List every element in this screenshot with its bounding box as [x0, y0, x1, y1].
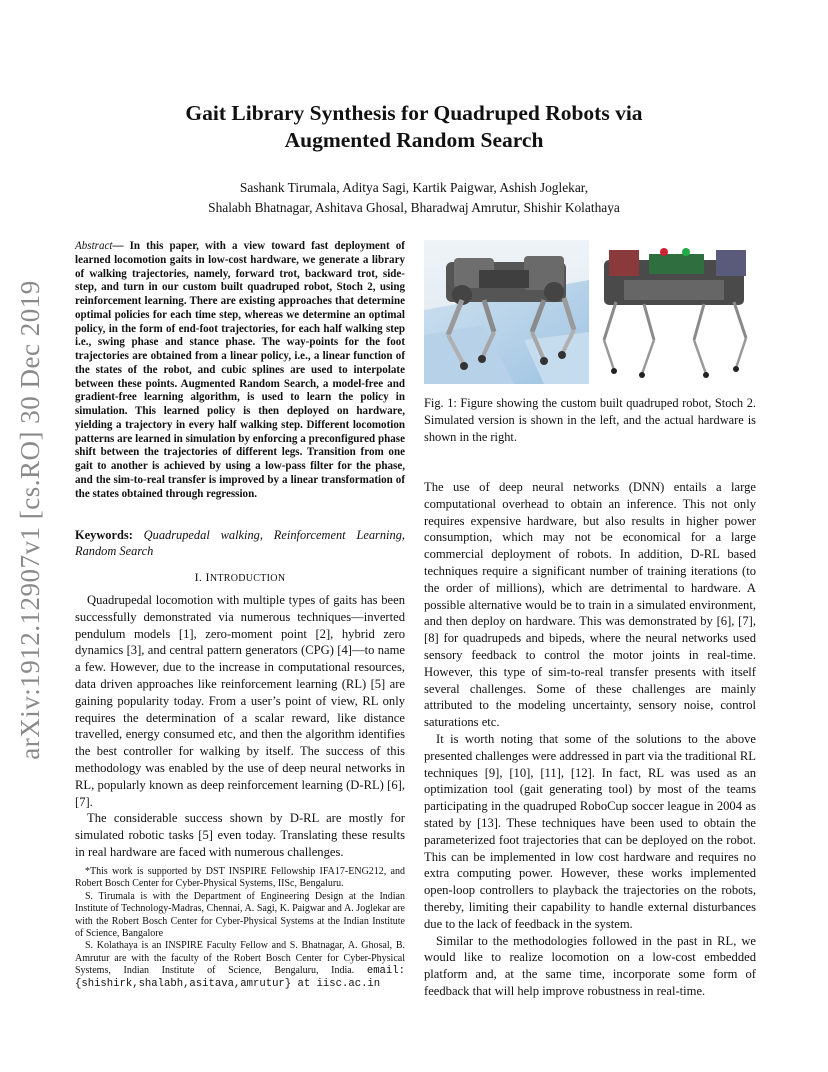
- title-line-1: Gait Library Synthesis for Quadruped Robots via: [185, 101, 643, 125]
- left-column-body: [75, 592, 405, 861]
- footnote-affiliation-2: [75, 940, 405, 990]
- figure-robot-images: [424, 240, 756, 384]
- abstract: [75, 240, 405, 501]
- paragraph: The considerable success shown by D-RL are mostly for simulated robotic tasks [5] even today. Translating these results in real hardware are faced with numerous challenges.: [75, 811, 405, 859]
- arxiv-identifier: arXiv:1912.12907v1 [cs.RO] 30 Dec 2019: [15, 280, 45, 760]
- figure-caption: Fig. 1: Figure showing the custom built quadruped robot, Stoch 2. Simulated version is shown in the left, and the actual hardware is shown in the right.: [424, 396, 756, 444]
- paragraph: Quadrupedal locomotion with multiple types of gaits has been successfully demonstrated via numerous techniques—inverted pendulum models [1], zero-moment point [2], hybrid zero dynamics [3], and central pattern generators (CPG) [4]—to name a few. However, due to the increase in computational resources, data driven approaches like reinforcement learning (RL) [5] are gaining popularity today. From a user’s point of view, RL only requires the determination of a scalar reward, like distance travelled, energy consumed etc, and then the algorithm identifies the best controller for walking by itself. The success of this methodology was enabled by the use of deep neural networks in RL, popularly known as deep reinforcement learning (D-RL) [6], [7].: [75, 593, 405, 809]
- footnote-funding: *This work is supported by DST INSPIRE Fellowship IFA17-ENG212, and Robert Bosch Center for Cyber-Physical Systems, IISc, Bengaluru.: [75, 866, 405, 890]
- simulated-robot-image: [424, 240, 589, 384]
- authors-line-2: Shalabh Bhatnagar, Ashitava Ghosal, Bharadwaj Amrutur, Shishir Kolathaya: [208, 200, 620, 215]
- abstract-text: — In this paper, with a view toward fast deployment of learned locomotion gaits in low-cost hardware, we generate a library of walking trajectories, namely, forward trot, backward trot, side-step, and turn in our custom built quadruped robot, Stoch 2, using reinforcement learning. There are existing approaches that determine optimal policies for each time step, whereas we determine an optimal policy, in the form of end-foot trajectories, for each half walking step i.e., swing phase and stance phase. The way-points for the foot trajectories are obtained from a linear policy, i.e., a linear function of the states of the robot, and cubic splines are used to interpolate between these points. Augmented Random Search, a model-free and gradient-free learning algorithm, is used to learn the policy in simulation. This learned policy is then deployed on hardware, yielding a trajectory in every half walking step. Different locomotion patterns are learned in simulation by enforcing a preconfigured phase shift between the trajectories of different legs. Transition from one gait to another is achieved by using a low-pass filter for the phase, and the sim-to-real transfer is improved by a linear transformation of the states obtained through regression.: [75, 240, 405, 500]
- footnotes: [75, 866, 405, 990]
- paragraph: Similar to the methodologies followed in the past in RL, we would like to realize locomotion on a low-cost embedded platform and, at the same time, incorporate some form of feedback that will help improve robustness in real-time.: [424, 933, 756, 998]
- section-heading-introduction: [75, 570, 405, 585]
- author-list: [0, 178, 828, 218]
- footnote-email: email: {shishirk,shalabh,asitava,amrutur} at iisc.ac.in: [75, 965, 405, 990]
- paragraph: It is worth noting that some of the solutions to the above presented challenges were addressed in part via the traditional RL techniques [9], [10], [11], [12]. In fact, RL was used as an optimization tool (gait generating tool) by most of the teams participating in the quadruped RoboCup soccer league in 2004 as stated by [13]. These techniques have been used to obtain the parameterized foot trajectories that can be deployed on the robot. This can be implemented in low cost hardware and requires no extra computing power. However, these works implemented open-loop controllers to playback the trajectories on the robots, thereby, limiting their capability to handle external disturbances due to the lack of feedback in the system.: [424, 731, 756, 931]
- footnote-affiliation-2-text: S. Kolathaya is an INSPIRE Faculty Fellow and S. Bhatnagar, A. Ghosal, B. Amrutur are with the faculty of the Robert Bosch Center for Cyber-Physical Systems, Indian Institute of Science, Bengaluru, India.: [75, 940, 405, 977]
- right-column-body: [424, 479, 756, 1000]
- abstract-label: Abstract: [75, 240, 113, 252]
- authors-line-1: Sashank Tirumala, Aditya Sagi, Kartik Paigwar, Ashish Joglekar,: [239, 180, 589, 195]
- keywords-label: Keywords:: [75, 528, 133, 542]
- title-line-2: Augmented Random Search: [284, 128, 544, 152]
- robot-figure-graphic: [424, 240, 756, 384]
- section-heading-text: I. INTRODUCTION: [194, 570, 286, 584]
- hardware-robot-image: [591, 240, 756, 384]
- footnote-affiliation-1: S. Tirumala is with the Department of Engineering Design at the Indian Institute of Technology-Madras, Chennai, A. Sagi, K. Paigwar and A. Joglekar are with the Robert Bosch Center for Cyber-Physical Systems at the Indian Institute of Science, Bangalore: [75, 890, 405, 940]
- paper-title: [0, 100, 828, 154]
- paragraph: The use of deep neural networks (DNN) entails a large computational overhead to obtain an inference. This not only requires expensive hardware, but also results in higher power consumption, which may not be economical for a large commercial deployment of robots. In addition, D-RL based techniques require a significant number of training iterations (to the order of millions), which are detrimental to hardware. A possible alternative would be to train in a simulated environment, and then deploy on hardware. This was demonstrated by [6], [7], [8] for quadrupeds and bipeds, where the neural networks used sensory feedback to control the motor joints in real-time. However, this type of sim-to-real transfer presents with itself several challenges. Some of these challenges are mainly attributed to the modeling uncertainty, sensory noise, control saturations etc.: [424, 480, 756, 730]
- keywords-text: Quadrupedal walking, Reinforcement Learning, Random Search: [75, 528, 405, 558]
- keywords: [75, 528, 405, 559]
